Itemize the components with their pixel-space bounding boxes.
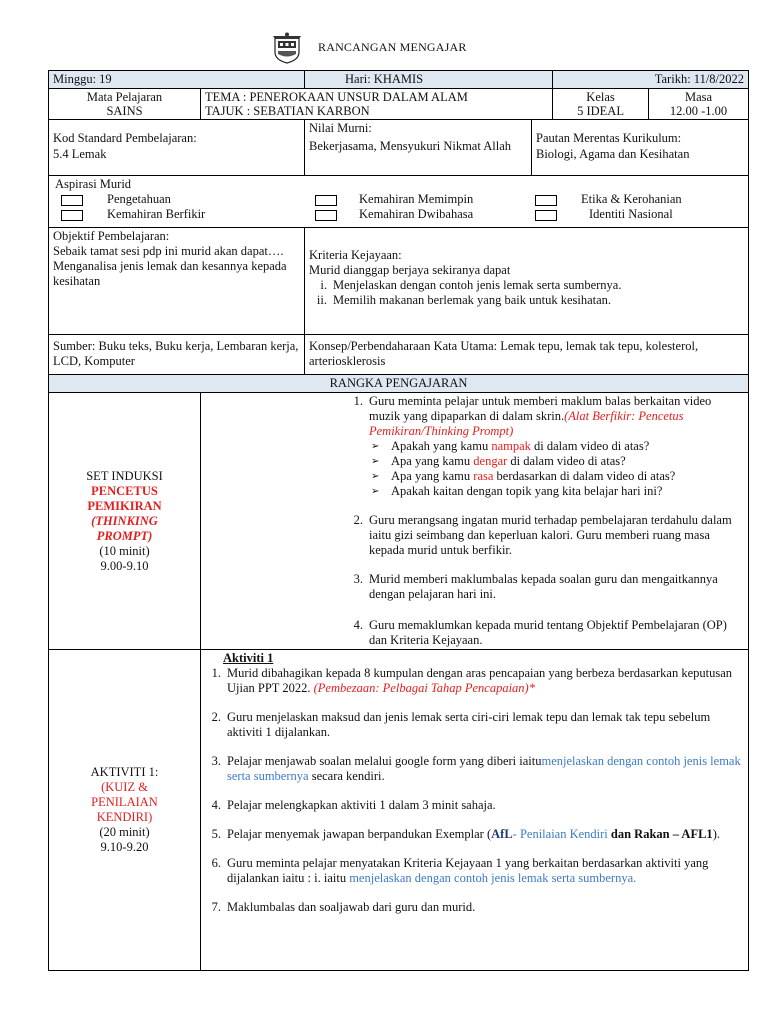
- kelas-label: Kelas: [586, 90, 615, 104]
- set-induksi-row: [49, 393, 749, 650]
- checkbox-icon[interactable]: [61, 195, 83, 206]
- kriteria-list: [309, 278, 744, 308]
- kriteria-label: Kriteria Kejayaan:: [309, 248, 402, 262]
- aspirasi-item: Etika & Kerohanian: [535, 192, 682, 207]
- minggu-cell: Minggu: 19: [49, 71, 305, 89]
- aktiviti-row: [49, 650, 749, 971]
- masa-label: Masa: [684, 90, 713, 104]
- kelas-cell: [553, 89, 649, 120]
- page-header: [0, 32, 768, 66]
- set-induksi-time: 9.00-9.10: [100, 558, 149, 573]
- aspirasi-item: Kemahiran Memimpin: [315, 192, 473, 207]
- list-item: 2. Guru menjelaskan maksud dan jenis lemak serta ciri-ciri lemak tepu dan lemak tak tepu sebelum aktiviti 1 dijalankan.: [211, 710, 711, 739]
- rangka-row: [49, 375, 749, 393]
- nilai-value: Bekerjasama, Mensyukuri Nikmat Allah: [309, 139, 512, 153]
- set-induksi-phase: [49, 393, 201, 650]
- rangka-title: RANGKA PENGAJARAN: [49, 375, 749, 393]
- konsep-cell: Konsep/Perbendaharaan Kata Utama: Lemak tepu, lemak tak tepu, kolesterol, arteriosklerosis: [305, 335, 749, 375]
- kriteria-item: ii. Memilih makanan berlemak yang baik untuk kesihatan.: [316, 293, 612, 307]
- objektif-intro: Sebaik tamat sesi pdp ini murid akan dapat….: [53, 244, 284, 258]
- set-induksi-sub: PROMPT): [96, 528, 153, 543]
- list-item: 5. Pelajar menyemak jawapan berpandukan Exemplar (AfL- Penilaian Kendiri dan Rakan – AFL1).: [211, 827, 720, 841]
- mata-pelajaran-value: SAINS: [106, 104, 143, 118]
- sumber-row: [49, 335, 749, 375]
- aktiviti-steps: [205, 666, 744, 915]
- list-item: 4. Guru memaklumkan kepada murid tentang Objektif Pembelajaran (OP) dan Kriteria Kejayaan.: [353, 618, 727, 647]
- pautan-label: Pautan Merentas Kurikulum:: [536, 131, 682, 145]
- aktiviti-title: AKTIVITI 1:: [90, 765, 159, 779]
- aspirasi-cell: [49, 176, 749, 228]
- aktiviti-phase: [49, 650, 201, 971]
- list-item: 6. Guru meminta pelajar menyatakan Kriteria Kejayaan 1 yang berkaitan berdasarkan aktiviti yang dijalankan iaitu : i. iaitu menjelaskan dengan contoh jenis lemak serta sumbernya.: [211, 856, 709, 885]
- set-induksi-sub: (THINKING: [91, 513, 158, 528]
- list-item: 3. Pelajar menjawab soalan melalui google form yang diberi iaitumenjelaskan dengan contoh jenis lemak serta sumbernya secara kendiri.: [211, 754, 741, 783]
- kriteria-cell: [305, 228, 749, 335]
- sumber-cell: Sumber: Buku teks, Buku kerja, Lembaran kerja, LCD, Komputer: [49, 335, 305, 375]
- document-title: RANCANGAN MENGAJAR: [318, 40, 467, 54]
- list-item: 2. Guru merangsang ingatan murid terhadap pembelajaran terdahulu dalam iaitu gizi seimbang dan keperluan kalori. Guru memberi ruang masa kepada murid untuk berfikir.: [353, 513, 732, 557]
- lesson-plan-table: [48, 70, 749, 971]
- list-item: 1. Murid dibahagikan kepada 8 kumpulan dengan aras pencapaian yang berbeza berdasarkan keputusan Ujian PPT 2022. (Pembezaan: Pelbagai Tahap Pencapaian)*: [211, 666, 733, 695]
- mata-pelajaran-label: Mata Pelajaran: [86, 90, 163, 104]
- pautan-value: Biologi, Agama dan Kesihatan: [536, 147, 690, 161]
- kod-value: 5.4 Lemak: [53, 147, 107, 161]
- aktiviti-sub: KENDIRI): [96, 810, 153, 824]
- info-row: [49, 71, 749, 89]
- arrow-bullet-icon: ➢: [371, 486, 380, 497]
- pautan-cell: [532, 120, 749, 176]
- list-item: ➢ Apa yang kamu rasa berdasarkan di dalam video di atas?: [371, 469, 676, 483]
- aktiviti-sub: PENILAIAN: [91, 795, 158, 809]
- masa-value: 12.00 -1.00: [669, 104, 728, 118]
- checkbox-icon[interactable]: [315, 210, 337, 221]
- tema-text: TEMA : PENEROKAAN UNSUR DALAM ALAM: [205, 90, 468, 104]
- aspirasi-label: Aspirasi Murid: [55, 177, 132, 191]
- set-induksi-steps: [201, 394, 744, 648]
- kriteria-intro: Murid dianggap berjaya sekiranya dapat: [309, 263, 511, 277]
- aspirasi-item: Kemahiran Dwibahasa: [315, 207, 473, 222]
- checkbox-icon[interactable]: [315, 195, 337, 206]
- nilai-murni-cell: [305, 120, 532, 176]
- subject-row: [49, 89, 749, 120]
- hari-cell: Hari: KHAMIS: [305, 71, 553, 89]
- tarikh-cell: Tarikh: 11/8/2022: [553, 71, 749, 89]
- standard-row: [49, 120, 749, 176]
- kod-standard-cell: [49, 120, 305, 176]
- arrow-bullet-icon: ➢: [371, 471, 380, 482]
- list-item: 1. Guru meminta pelajar untuk memberi maklum balas berkaitan video muzik yang dipaparkan di dalam skrin.(Alat Berfikir: Pencetus Pemikiran/Thinking Prompt) ➢ Apakah yang kamu nampak di dalam video di atas? ➢ Apa yang kamu dengar di dalam video di atas? ➢ Apa yang kamu rasa berdasarkan di dalam video di atas? ➢ Apakah kaitan dengan topik yang kita belajar hari ini?: [347, 394, 744, 499]
- aktiviti-content: [201, 650, 749, 971]
- checkbox-icon[interactable]: [61, 210, 83, 221]
- objektif-text: Menganalisa jenis lemak dan kesannya kepada kesihatan: [53, 259, 287, 288]
- aspirasi-item: Identiti Nasional: [535, 207, 673, 222]
- aspirasi-item: Kemahiran Berfikir: [61, 207, 205, 222]
- list-item: ➢ Apakah kaitan dengan topik yang kita belajar hari ini?: [371, 484, 663, 498]
- aktiviti-duration: (20 minit): [99, 825, 150, 839]
- list-item: ➢ Apakah yang kamu nampak di dalam video di atas?: [371, 439, 650, 453]
- set-induksi-sub: PENCETUS: [91, 483, 158, 498]
- kelas-value: 5 IDEAL: [577, 104, 624, 118]
- arrow-bullet-icon: ➢: [371, 456, 380, 467]
- school-crest-icon: [272, 32, 302, 64]
- checkbox-icon[interactable]: [535, 210, 557, 221]
- arrow-bullet-icon: ➢: [371, 441, 380, 452]
- nilai-label: Nilai Murni:: [309, 121, 372, 135]
- aktiviti-sub: (KUIZ &: [101, 780, 148, 794]
- objektif-label: Objektif Pembelajaran:: [53, 229, 170, 243]
- aktiviti-heading: Aktiviti 1: [223, 651, 274, 665]
- aspirasi-grid: [53, 192, 744, 226]
- prompt-questions: [369, 439, 744, 499]
- list-item: ➢ Apa yang kamu dengar di dalam video di atas?: [371, 454, 626, 468]
- set-induksi-title: SET INDUKSI: [86, 468, 163, 483]
- aspirasi-item: Pengetahuan: [61, 192, 171, 207]
- tema-tajuk-cell: [201, 89, 553, 120]
- tajuk-text: TAJUK : SEBATIAN KARBON: [205, 104, 370, 118]
- checkbox-icon[interactable]: [535, 195, 557, 206]
- list-item: 3. Murid memberi maklumbalas kepada soalan guru dan mengaitkannya dengan pelajaran hari ini.: [353, 572, 718, 601]
- set-induksi-duration: (10 minit): [99, 543, 150, 558]
- mata-pelajaran-cell: [49, 89, 201, 120]
- objektif-cell: [49, 228, 305, 335]
- aspirasi-row: [49, 176, 749, 228]
- kod-label: Kod Standard Pembelajaran:: [53, 131, 197, 145]
- list-item: 4. Pelajar melengkapkan aktiviti 1 dalam 3 minit sahaja.: [211, 798, 496, 812]
- list-item: 7. Maklumbalas dan soaljawab dari guru dan murid.: [211, 900, 476, 914]
- masa-cell: [649, 89, 749, 120]
- objektif-row: [49, 228, 749, 335]
- kriteria-item: i. Menjelaskan dengan contoh jenis lemak serta sumbernya.: [320, 278, 622, 292]
- set-induksi-sub: PEMIKIRAN: [87, 498, 162, 513]
- aktiviti-time: 9.10-9.20: [100, 840, 149, 854]
- set-induksi-content: [201, 393, 749, 650]
